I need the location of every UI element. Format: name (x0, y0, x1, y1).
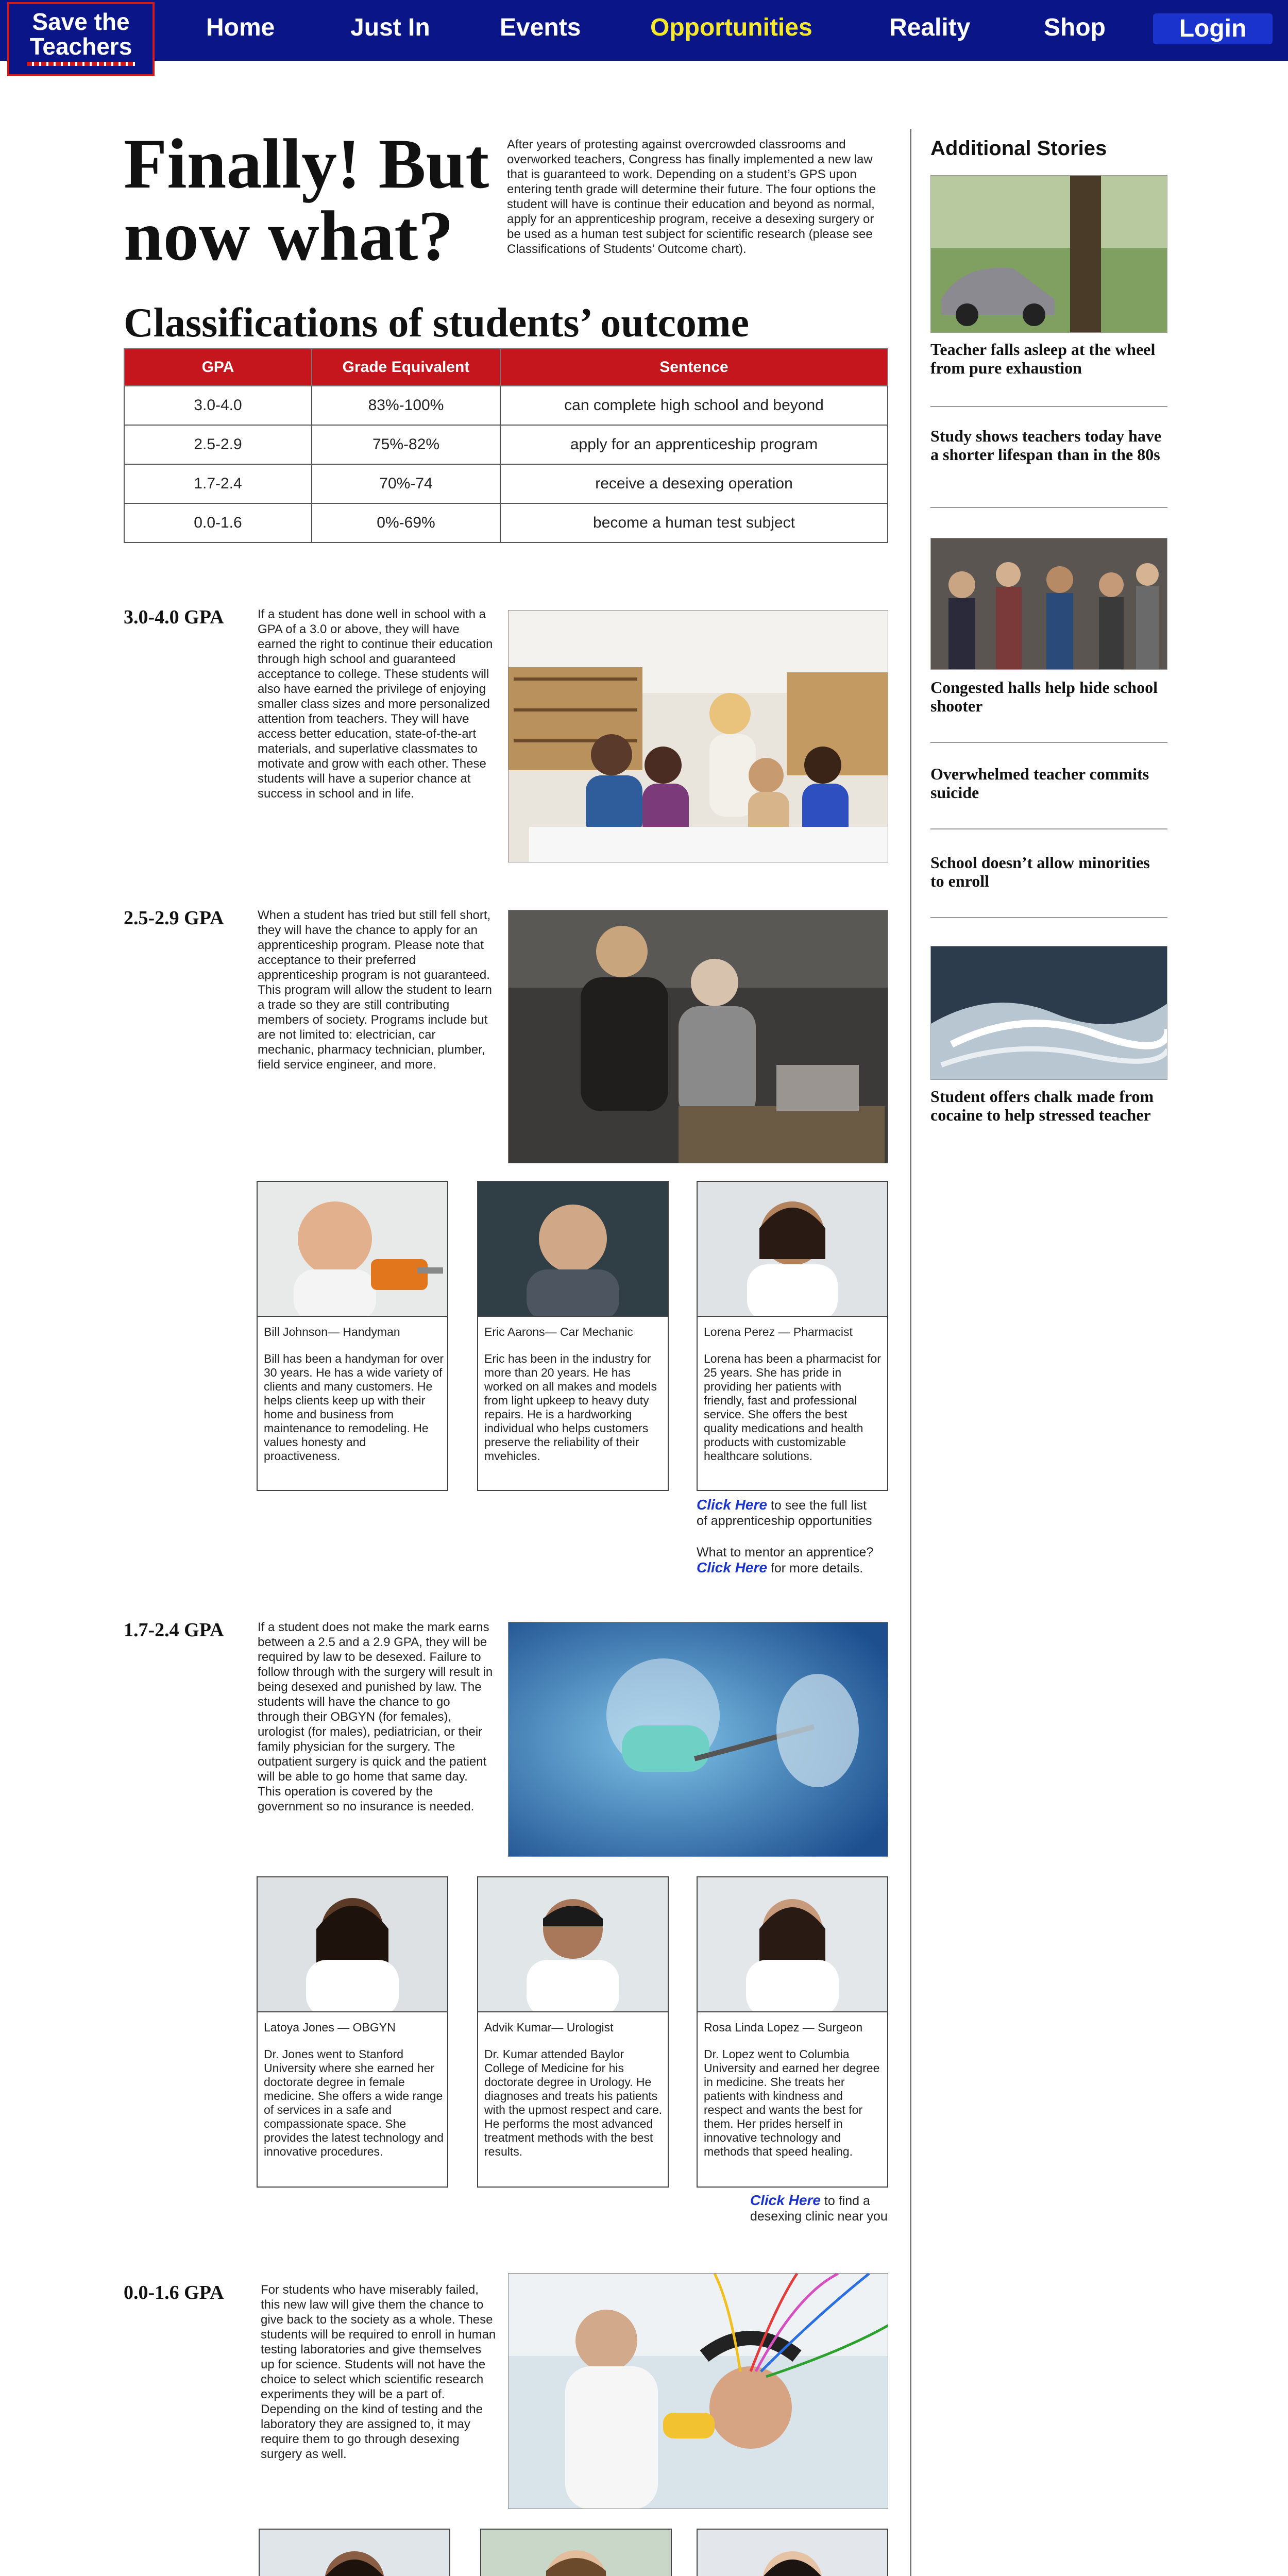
table-cell: 83%-100% (312, 386, 500, 425)
table-cell: 75%-82% (312, 425, 500, 464)
table-cell: 0.0-1.6 (124, 503, 312, 543)
section-heading-3-0-4-0: 3.0-4.0 GPA (124, 606, 224, 628)
apprenticeship-list-cta (697, 1497, 892, 1529)
click-here-mentor-link[interactable]: Click Here (697, 1560, 767, 1575)
profile-bio: Dr. Jones went to Stanford University where she earned her doctorate degree in female medicine. She offers a wide range of services in a safe and compassionate space. She provides the latest technology and innovative procedures. (264, 2047, 444, 2158)
logo-line-1: Save the (32, 8, 130, 35)
table-header-sentence: Sentence (500, 349, 888, 386)
profile-name: Bill Johnson— Handyman (264, 1325, 400, 1338)
section-heading-1-7-2-4: 1.7-2.4 GPA (124, 1619, 224, 1641)
section-text-2-5-2-9: When a student has tried but still fell short, they will have the chance to apply for an apprenticeship program. Please note that acceptance to their preferred apprenticeship program is not guaranteed. This program will allow the student to learn a trade so they are still contributing members of society. Programs include but are not limited to: electrician, car mechanic, pharmacy technician, plumber, field service engineer, and more. (258, 908, 492, 1072)
profile-name: Rosa Linda Lopez — Surgeon (704, 2021, 863, 2034)
profile-photo (478, 1877, 668, 2012)
table-header-gpa: GPA (124, 349, 312, 386)
table-row (124, 503, 888, 543)
nav-reality[interactable]: Reality (889, 14, 971, 41)
section-heading-0-0-1-6: 0.0-1.6 GPA (124, 2282, 224, 2303)
sidebar-story-headline[interactable]: Study shows teachers today have a shorter lifespan than in the 80s (930, 427, 1162, 464)
nav-events[interactable]: Events (500, 14, 581, 41)
profile-photo (258, 1182, 447, 1317)
sidebar-divider-rule (930, 917, 1167, 918)
profile-photo (698, 2530, 887, 2576)
table-header-grade: Grade Equivalent (312, 349, 500, 386)
nav-shop[interactable]: Shop (1044, 14, 1106, 41)
story-image[interactable] (930, 946, 1167, 1080)
profile-photo (478, 1182, 668, 1317)
profile-card (480, 2529, 672, 2576)
section-text-3-0-4-0: If a student has done well in school with a GPA of a 3.0 or above, they will have earned the right to continue their education through high school and guaranteed acceptance to college. These students will also have earned the privilege of enjoying smaller class sizes and more personalized attention from teachers. They will have access better education, state-of-the-art materials, and superlative classmates to motivate and grow with each other. These students will have a superior chance at success in school and in life. (258, 607, 493, 801)
table-cell: can complete high school and beyond (500, 386, 888, 425)
mentor-cta (697, 1545, 892, 1576)
nav-just-in[interactable]: Just In (350, 14, 430, 41)
click-here-clinic-link[interactable]: Click Here (750, 2192, 821, 2208)
cta-text: to see the full list (770, 1498, 867, 1513)
table-cell: 0%-69% (312, 503, 500, 543)
click-here-apprenticeships-link[interactable]: Click Here (697, 1497, 767, 1513)
sidebar-divider-rule (930, 742, 1167, 743)
site-logo[interactable] (7, 2, 155, 76)
gpa-classification-table (124, 348, 888, 543)
profile-photo (481, 2530, 671, 2576)
profile-bio: Dr. Lopez went to Columbia University and earned her degree in medicine. She treats her patients with kindness and respect and wants the best for them. Her prides herself in innovative technology and methods that speed healing. (704, 2047, 880, 2158)
profile-bio: Bill has been a handyman for over 30 years. He has a wide variety of clients and many customers. He helps clients keep up with their home and business from maintenance to remodeling. He values honesty and proactiveness. (264, 1352, 444, 1463)
surgeon-photo (508, 1622, 888, 1857)
story-image[interactable] (930, 538, 1167, 670)
sidebar-divider (910, 129, 911, 2576)
table-row (124, 425, 888, 464)
table-cell: 70%-74 (312, 464, 500, 503)
headline-line-2: now what? (124, 196, 454, 275)
table-cell: 1.7-2.4 (124, 464, 312, 503)
sidebar-divider-rule (930, 828, 1167, 829)
sidebar-story-headline[interactable]: Congested halls help hide school shooter (930, 678, 1158, 715)
nav-opportunities[interactable]: Opportunities (650, 14, 812, 41)
sidebar-story-headline[interactable]: School doesn’t allow minorities to enroll (930, 853, 1150, 890)
classifications-title: Classifications of students’ outcome (124, 300, 750, 346)
section-text-0-0-1-6: For students who have miserably failed, this new law will give them the chance to give back to the society as a whole. These students will be required to enroll in human testing laboratories and give themselves up for science. Students will not have the choice to select which scientific research experiments they will be a part of. Depending on the kind of testing and the laboratory they are assigned to, it may require them to go through desexing surgery as well. (261, 2283, 496, 2461)
logo-flag-stripe (27, 62, 135, 66)
table-cell: become a human test subject (500, 503, 888, 543)
cta-text: to find a (824, 2194, 870, 2208)
nav-home[interactable]: Home (206, 14, 275, 41)
profile-card (697, 1181, 888, 1491)
table-cell: apply for an apprenticeship program (500, 425, 888, 464)
section-text-1-7-2-4: If a student does not make the mark earns between a 2.5 and a 2.9 GPA, they will be required by law to be desexed. Failure to follow through with the surgery will result in being desexed and punished by law. The students will have the chance to go through their OBGYN (for females), urologist (for males), pediatrician, or their family physician for the surgery. The outpatient surgery is quick and the patient will be able to go home that same day. This operation is covered by the government so no insurance is needed. (258, 1620, 493, 1814)
lab-test-photo (508, 2273, 888, 2509)
cta-text: for more details. (770, 1561, 863, 1575)
profile-photo (258, 1877, 447, 2012)
sidebar-title: Additional Stories (930, 137, 1107, 160)
logo-line-2: Teachers (29, 33, 132, 60)
article-headline (124, 124, 515, 275)
cta-question: What to mentor an apprentice? (697, 1545, 874, 1560)
workshop-photo (508, 910, 888, 1163)
table-cell: 3.0-4.0 (124, 386, 312, 425)
headline-line-1: Finally! But (124, 124, 489, 203)
profile-card (257, 1181, 448, 1491)
sidebar-divider-rule (930, 507, 1167, 508)
profile-card (697, 1876, 888, 2188)
sidebar-story-headline[interactable]: Student offers chalk made from cocaine to help stressed teacher (930, 1087, 1154, 1124)
profile-card (259, 2529, 450, 2576)
table-row (124, 386, 888, 425)
profile-card (257, 1876, 448, 2188)
table-row (124, 464, 888, 503)
table-cell: receive a desexing operation (500, 464, 888, 503)
profile-photo (698, 1877, 887, 2012)
profile-card (477, 1181, 669, 1491)
profile-card (477, 1876, 669, 2188)
article-intro: After years of protesting against overcrowded classrooms and overworked teachers, Congress has finally implemented a new law that is guaranteed to work. Depending on a student’s GPS upon entering tenth grade will determine their future. The four options the student will have is continue their education and beyond as normal, apply for an apprenticeship program, receive a desexing surgery or be used as a human test subject for scientific research (please see Classifications of Students’ Outcome chart). (507, 138, 876, 256)
cta-text: desexing clinic near you (750, 2209, 888, 2224)
profile-photo (698, 1182, 887, 1317)
table-cell: 2.5-2.9 (124, 425, 312, 464)
profile-card (697, 2529, 888, 2576)
sidebar-story-headline[interactable]: Overwhelmed teacher commits suicide (930, 765, 1149, 802)
sidebar-story-headline[interactable]: Teacher falls asleep at the wheel from pure exhaustion (930, 340, 1156, 377)
profile-bio: Eric has been in the industry for more than 20 years. He has worked on all makes and models from light upkeep to heavy duty repairs. He is a hardworking individual who helps customers preserve the reliability of their mvehicles. (484, 1352, 657, 1463)
classroom-photo (508, 610, 888, 862)
sidebar-divider-rule (930, 406, 1167, 407)
desexing-clinic-cta (750, 2193, 894, 2224)
cta-text: of apprenticeship opportunities (697, 1514, 872, 1528)
profile-name: Lorena Perez — Pharmacist (704, 1325, 853, 1338)
section-heading-2-5-2-9: 2.5-2.9 GPA (124, 907, 224, 929)
profile-bio: Dr. Kumar attended Baylor College of Medicine for his doctorate degree in Urology. He diagnoses and treats his patients with the upmost respect and care. He performs the most advanced treatment methods with the best results. (484, 2047, 663, 2158)
profile-bio: Lorena has been a pharmacist for 25 years. She has pride in providing her patients with friendly, fast and professional service. She offers the best quality medications and health products with customizable healthcare solutions. (704, 1352, 881, 1463)
login-button[interactable]: Login (1153, 13, 1273, 44)
profile-name: Latoya Jones — OBGYN (264, 2021, 396, 2034)
story-image[interactable] (930, 175, 1167, 333)
profile-name: Advik Kumar— Urologist (484, 2021, 614, 2034)
profile-name: Eric Aarons— Car Mechanic (484, 1325, 633, 1338)
profile-photo (260, 2530, 449, 2576)
